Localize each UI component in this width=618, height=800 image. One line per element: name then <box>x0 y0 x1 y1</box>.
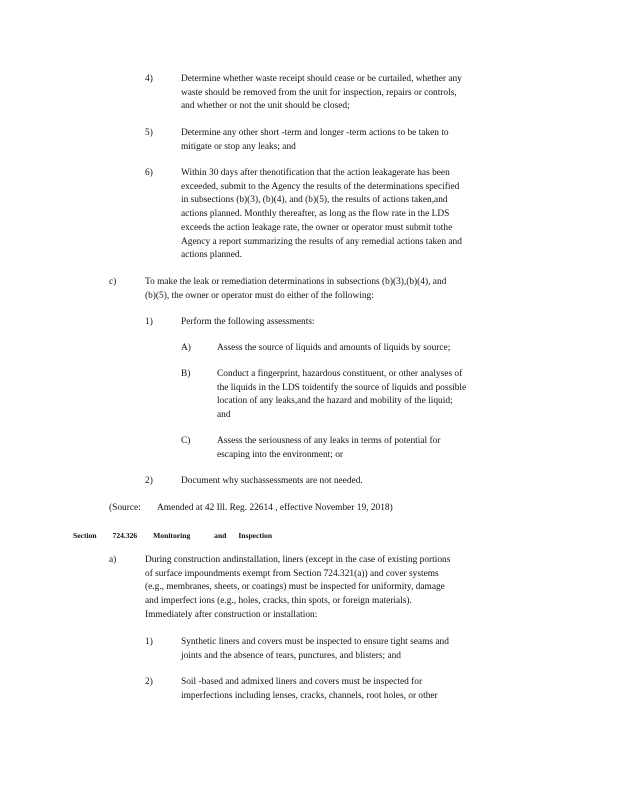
section-number: 724.326 <box>112 531 138 540</box>
text-line: Immediately after construction or installation: <box>145 609 318 620</box>
text-line: Assess the source of liquids and amounts of liquids by source; <box>217 343 451 353</box>
section-heading <box>73 530 272 541</box>
text-line: To make the leak or remediation determinations in subsections (b)(3),(b)(4), and <box>145 277 447 287</box>
text-line: the liquids in the LDS toidentify the source of liquids and possible <box>217 382 467 393</box>
item-text <box>217 368 466 423</box>
item-text <box>145 554 450 623</box>
text-line: Perform the following assessments: <box>181 317 315 327</box>
text-line: Document why suchassessments are not needed. <box>181 476 363 486</box>
source-label: (Source: <box>109 503 141 513</box>
text-line: location of any leaks,and the hazard and mobility of the liquid; <box>217 396 453 407</box>
section-title-word: Monitoring <box>153 531 191 540</box>
text-line: imperfections including lenses, cracks, channels, root holes, or other <box>181 690 438 701</box>
text-line: exceeded, submit to the Agency the results of the determinations specified <box>181 181 460 192</box>
item-text <box>181 73 462 114</box>
text-line: During construction andinstallation, liners (except in the case of existing portions <box>145 555 451 565</box>
text-line: exceeds the action leakage rate, the owner or operator must submit tothe <box>181 222 453 233</box>
item-label: B) <box>181 369 191 379</box>
item-label: a) <box>109 555 117 565</box>
text-line: (e.g., membranes, sheets, or coatings) must be inspected for uniformity, damage <box>145 582 445 593</box>
text-line: and whether or not the unit should be closed; <box>181 101 350 112</box>
item-label: 2) <box>145 476 153 486</box>
item-label: 1) <box>145 317 153 327</box>
text-line: mitigate or stop any leaks; and <box>181 141 296 152</box>
text-line: Determine whether waste receipt should cease or be curtailed, whether any <box>181 74 462 84</box>
text-line: waste should be removed from the unit for inspection, repairs or controls, <box>181 87 457 98</box>
item-label: 2) <box>145 677 153 687</box>
item-label: 6) <box>145 168 153 178</box>
item-label: A) <box>181 343 191 353</box>
text-line: in subsections (b)(3), (b)(4), and (b)(5), the results of actions taken,and <box>181 195 448 206</box>
item-text <box>181 167 462 263</box>
text-line: actions planned. Monthly thereafter, as long as the flow rate in the LDS <box>181 209 450 220</box>
text-line: Amended at 42 Ill. Reg. 22614 , effective November 19, 2018) <box>157 503 393 513</box>
section-title-word: and <box>214 531 227 540</box>
item-text <box>181 316 315 330</box>
text-line: actions planned. <box>181 250 242 261</box>
text-line: joints and the absence of tears, punctures, and blisters; and <box>181 650 401 661</box>
text-line: Within 30 days after thenotification that the action leakagerate has been <box>181 168 450 178</box>
section-title-word: Inspection <box>238 531 273 540</box>
text-line: escaping into the environment; or <box>217 449 344 460</box>
text-line: Assess the seriousness of any leaks in terms of potential for <box>217 436 441 446</box>
text-line: Synthetic liners and covers must be inspected to ensure tight seams and <box>181 637 449 647</box>
item-label: 5) <box>145 128 153 138</box>
text-line: and imperfect ions (e.g., holes, cracks, thin spots, or foreign materials). <box>145 596 412 607</box>
item-text <box>181 676 438 703</box>
text-line: (b)(5), the owner or operator must do either of the following: <box>145 290 374 301</box>
item-text <box>145 276 446 303</box>
text-line: Conduct a fingerprint, hazardous constituent, or other analyses of <box>217 369 463 379</box>
text-line: Agency a report summarizing the results of any remedial actions taken and <box>181 236 462 247</box>
text-line: and <box>217 410 231 421</box>
item-text <box>181 475 363 489</box>
source-text <box>157 502 393 516</box>
item-label: c) <box>109 277 117 287</box>
text-line: Determine any other short -term and longer -term actions to be taken to <box>181 128 449 138</box>
text-line: of surface impoundments exempt from Section 724.321(a)) and cover systems <box>145 568 439 579</box>
item-text <box>181 127 449 154</box>
section-label: Section <box>73 531 97 540</box>
item-label: 4) <box>145 74 153 84</box>
item-label: 1) <box>145 637 153 647</box>
item-text <box>181 636 449 663</box>
text-line: Soil -based and admixed liners and covers must be inspected for <box>181 677 423 687</box>
item-text <box>217 342 450 356</box>
item-text <box>217 435 440 462</box>
item-label: C) <box>181 436 191 446</box>
